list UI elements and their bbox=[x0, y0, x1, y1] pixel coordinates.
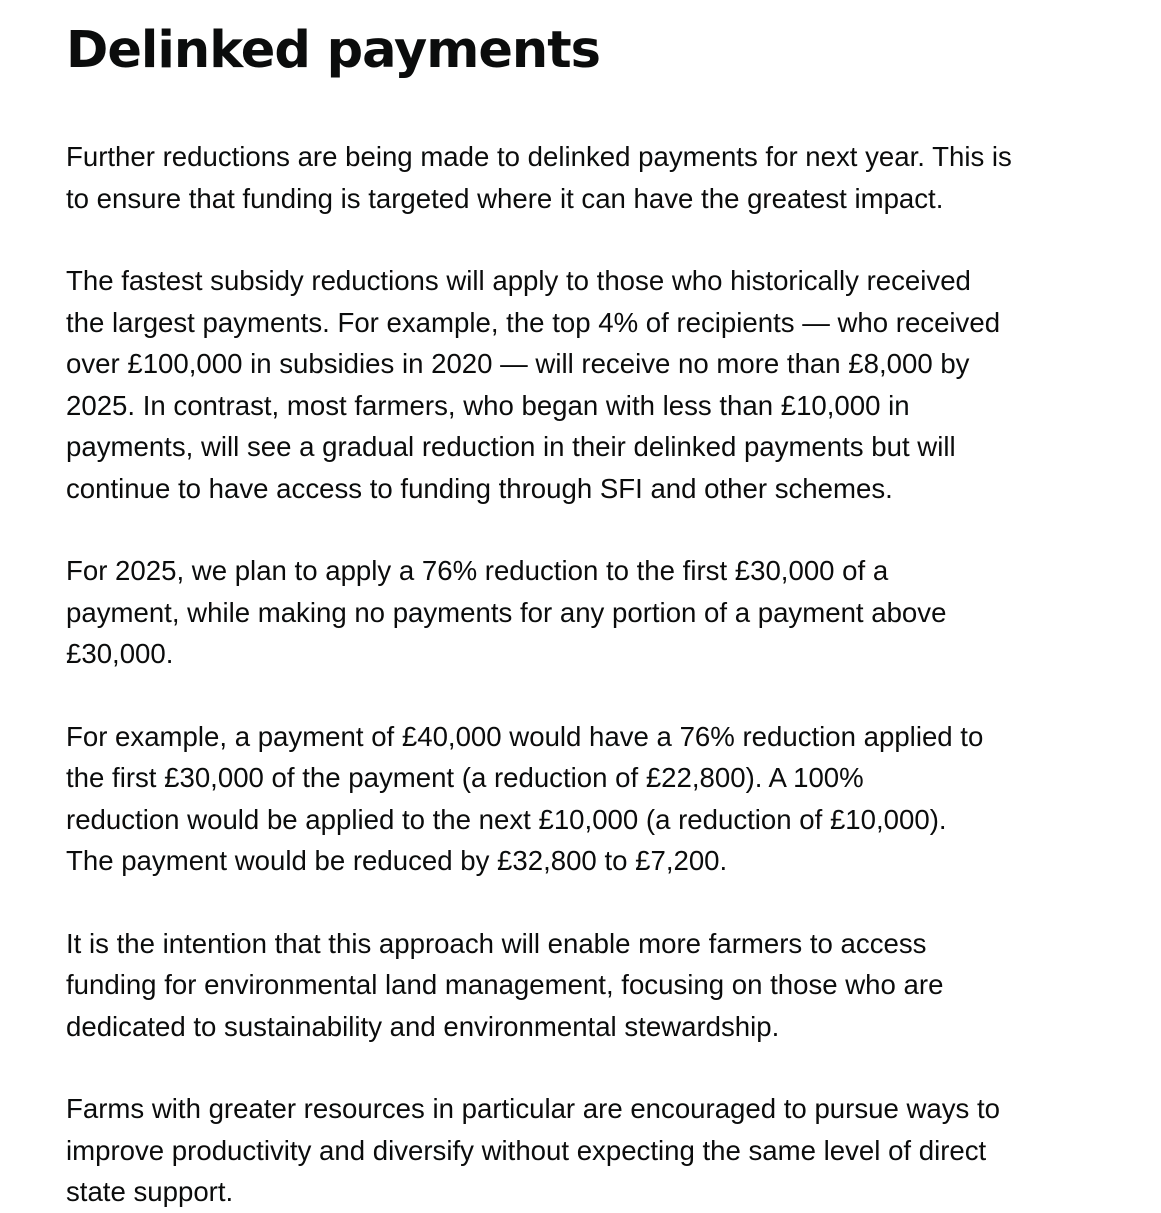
paragraph-intro: Further reductions are being made to delinked payments for next year. This is to ensure that funding is targeted where it can have the greatest impact. bbox=[66, 141, 1012, 214]
article-body bbox=[66, 136, 1141, 1213]
section-heading: Delinked payments bbox=[66, 21, 600, 80]
paragraph-2025-plan: For 2025, we plan to apply a 76% reduction to the first £30,000 of a payment, while making no payments for any portion of a payment above £30,000. bbox=[66, 555, 947, 669]
paragraph-example: For example, a payment of £40,000 would have a 76% reduction applied to the first £30,000 of the payment (a reduction of £22,800). A 100% reduction would be applied to the next £10,000 (a reduction of £10,000). The payment would be reduced by £32,800 to £7,200. bbox=[66, 720, 984, 876]
paragraph-intention: It is the intention that this approach will enable more farmers to access funding for environmental land management, focusing on those who are dedicated to sustainability and environmental stewardship. bbox=[66, 927, 944, 1042]
paragraph-fastest-reductions: The fastest subsidy reductions will apply to those who historically received the largest payments. For example, the top 4% of recipients — who received over £100,000 in subsidies in 2020 — will receive no more than £8,000 by 2025. In contrast, most farmers, who began with less than £10,000 in payments, will see a gradual reduction in their delinked payments but will continue to have access to funding through SFI and other schemes. bbox=[66, 265, 1001, 504]
paragraph-greater-resources: Farms with greater resources in particular are encouraged to pursue ways to improve productivity and diversify without expecting the same level of direct state support. bbox=[66, 1093, 1001, 1207]
article-content bbox=[66, 0, 1141, 1213]
